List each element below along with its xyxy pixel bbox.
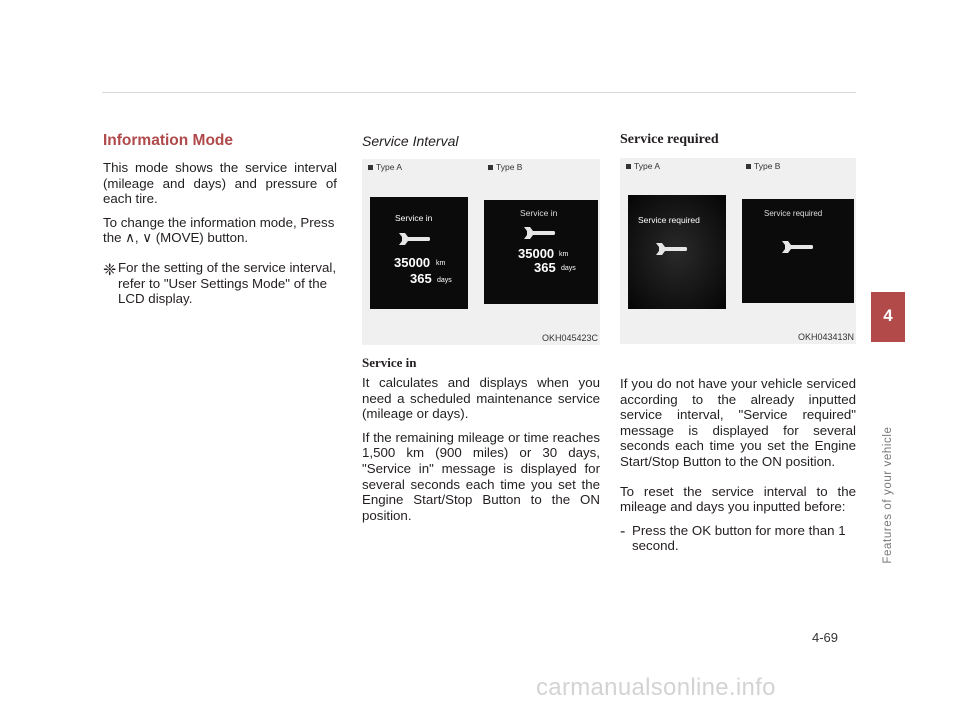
service-required-figure [620,158,856,344]
figure-panel-type-b [740,158,856,344]
lcd-title: Service in [520,208,558,218]
section-heading-service-required: Service required [620,132,719,147]
lcd-title: Service required [638,215,700,225]
instruction-item [620,523,856,562]
lcd-screen [628,195,726,309]
figure-panel-type-a [362,159,478,345]
body-paragraph: This mode shows the service interval (mileage and days) and pressure of each tire. [103,160,337,207]
wrench-icon [780,239,816,255]
note [103,260,337,315]
body-paragraph: If you do not have your vehicle serviced according to the already inputted service interval, "Service required" message is displayed for several seconds each time you set the Engine Start/Stop Button to the ON position. [620,376,856,469]
information-mode-section [103,128,337,315]
lcd-days-value: 365 [534,260,556,275]
lcd-days-unit: days [437,277,452,284]
instruction-text: Press the OK button for more than 1 second. [632,522,846,554]
lcd-km-value: 35000 [518,246,555,261]
wrench-icon [522,225,558,241]
service-interval-section [362,128,600,531]
type-b-label: Type B [488,162,522,172]
lcd-screen [742,199,854,303]
body-paragraph: To reset the service interval to the mileage and days you inputted before: [620,483,856,515]
watermark: carmanualsonline.info [536,674,776,701]
note-icon: ❈ [103,261,117,279]
body-paragraph: It calculates and displays when you need a scheduled maintenance service (mileage or days). [362,375,600,422]
lcd-screen [370,197,468,309]
note-text: For the setting of the service interval, refer to "User Settings Mode" of the LCD display. [118,259,337,307]
type-a-label: Type A [368,162,402,172]
type-b-label: Type B [746,161,780,171]
body-paragraph: If the remaining mileage or time reaches 1,500 km (900 miles) or 30 days, "Service in" message is displayed for several seconds each time you set the Engine Start/Stop Button to the ON position. [362,429,600,523]
header-rule [102,92,856,93]
lcd-title: Service in [395,213,433,223]
section-heading-service-interval: Service Interval [362,133,459,149]
lcd-screen [484,200,598,304]
chapter-number: 4 [883,306,893,325]
page-number: 4-69 [812,630,839,645]
figure-panel-type-b [482,159,600,345]
lcd-days-value: 365 [410,271,432,286]
lcd-title: Service required [764,209,823,218]
figure-code: OKH045423C [541,333,598,343]
lcd-days-unit: days [561,265,576,272]
wrench-icon [397,231,433,247]
lcd-km-value: 35000 [394,255,431,270]
dash-mark: - [620,522,626,540]
figure-code: OKH043413N [797,332,854,342]
wrench-icon [654,241,690,257]
type-a-label: Type A [626,161,660,171]
figure-panel-type-a [620,158,736,344]
lcd-km-unit: km [436,260,446,267]
service-required-section [620,128,856,562]
service-in-figure [362,159,600,345]
lcd-km-unit: km [559,251,569,258]
body-paragraph: To change the information mode, Press the ∧, ∨ (MOVE) button. [103,214,335,246]
chapter-tab [871,292,905,342]
section-heading-information-mode: Information Mode [103,132,234,149]
subheading-service-in: Service in [362,355,417,370]
